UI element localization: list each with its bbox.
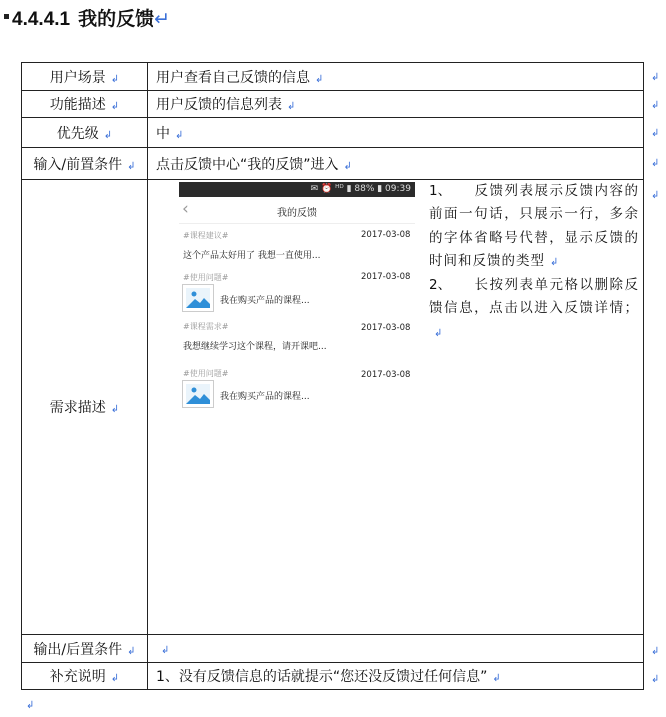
label-cell	[22, 180, 148, 635]
description-item-2	[429, 274, 639, 345]
value-cell	[148, 63, 644, 91]
value-cell	[148, 91, 644, 118]
feedback-item[interactable]	[179, 320, 415, 364]
screen-title: 我的反馈	[277, 208, 317, 219]
label-text: 输出/后置条件	[33, 641, 123, 658]
value-cell	[148, 663, 644, 690]
label-text: 输入/前置条件	[33, 156, 123, 173]
row-requirement	[22, 180, 644, 635]
para-mark: ↲	[110, 404, 120, 415]
para-mark: ↲	[550, 256, 560, 268]
row-scene	[22, 63, 644, 91]
item-number: 2、	[429, 277, 452, 294]
label-cell	[22, 148, 148, 180]
feedback-text: 我在购买产品的课程...	[220, 296, 310, 306]
return-mark: ↵	[154, 8, 171, 30]
label-text: 需求描述	[49, 400, 106, 416]
feedback-text: 我在购买产品的课程...	[220, 392, 310, 402]
feedback-tag: #使用问题#	[183, 369, 229, 378]
row-end-mark: ↲	[651, 646, 660, 657]
label-text: 功能描述	[49, 97, 106, 113]
value-cell	[148, 148, 644, 180]
para-mark: ↲	[175, 129, 184, 141]
requirement-cell	[148, 180, 644, 635]
label-cell	[22, 663, 148, 690]
row-priority	[22, 118, 644, 148]
row-supplement	[22, 663, 644, 690]
phone-screenshot	[179, 182, 415, 422]
row-end-mark: ↲	[651, 128, 660, 139]
feedback-text: 我想继续学习这个课程，请开课吧...	[183, 342, 327, 352]
feedback-item[interactable]	[179, 364, 415, 412]
value-text: 用户反馈的信息列表	[156, 97, 282, 113]
feedback-date: 2017-03-08	[361, 370, 411, 380]
row-end-mark: ↲	[651, 190, 660, 201]
label-cell	[22, 635, 148, 663]
para-mark: ↲	[492, 673, 501, 684]
status-bar: ✉ ⏰ ᴴᴰ ▮ 88% ▮ 09:39	[179, 182, 415, 197]
feedback-tag: #使用问题#	[183, 273, 229, 282]
para-mark: ↲	[343, 160, 352, 172]
heading-bullet	[4, 14, 9, 19]
title-bar	[179, 197, 415, 224]
feedback-tag: #课程建议#	[183, 231, 229, 240]
para-mark: ↲	[434, 327, 444, 339]
section-number: 4.4.4.1	[12, 9, 71, 30]
row-end-mark: ↲	[651, 158, 660, 169]
label-cell	[22, 63, 148, 91]
requirement-description	[429, 180, 639, 345]
row-end-mark: ↲	[651, 72, 660, 83]
feedback-item[interactable]	[179, 272, 415, 320]
para-mark: ↲	[287, 101, 296, 112]
feedback-date: 2017-03-08	[361, 230, 411, 240]
para-mark: ↲	[110, 73, 120, 85]
label-text: 用户场景	[49, 69, 106, 86]
feedback-date: 2017-03-08	[361, 272, 411, 282]
para-mark: ↲	[103, 129, 113, 141]
image-thumbnail-icon	[182, 380, 214, 408]
value-text: 1、没有反馈信息的话就提示“您还没反馈过任何信息”	[156, 669, 488, 685]
item-text: 反馈列表展示反馈内容的前面一句话，只展示一行，多余的字体省略号代替，显示反馈的时间和反馈的类型	[429, 183, 639, 269]
row-end-mark: ↲	[651, 674, 660, 685]
description-item-1	[429, 180, 639, 274]
feedback-text: 这个产品太好用了 我想一直使用...	[183, 251, 321, 261]
value-text: 用户查看自己反馈的信息	[156, 69, 310, 86]
spec-table	[21, 62, 644, 690]
value-text: 点击反馈中心“我的反馈”进入	[156, 156, 339, 173]
back-icon[interactable]: ‹	[182, 199, 189, 219]
para-mark: ↲	[315, 73, 324, 85]
row-precondition	[22, 148, 644, 180]
paragraph-mark: ↲	[26, 700, 35, 711]
value-cell	[148, 635, 644, 663]
label-text: 优先级	[56, 125, 99, 142]
value-text: 中	[156, 125, 170, 142]
value-cell	[148, 118, 644, 148]
label-cell	[22, 91, 148, 118]
para-mark: ↲	[161, 644, 170, 656]
para-mark: ↲	[127, 645, 136, 657]
feedback-date: 2017-03-08	[361, 323, 411, 333]
row-end-mark: ↲	[651, 100, 660, 111]
section-title: 我的反馈	[78, 8, 155, 30]
row-function	[22, 91, 644, 118]
para-mark: ↲	[110, 673, 120, 684]
feedback-tag: #课程需求#	[183, 322, 229, 331]
label-cell	[22, 118, 148, 148]
para-mark: ↲	[110, 101, 120, 112]
label-text: 补充说明	[49, 669, 106, 685]
row-postcondition	[22, 635, 644, 663]
feedback-item[interactable]	[179, 224, 415, 272]
section-heading	[4, 4, 170, 31]
para-mark: ↲	[127, 160, 136, 172]
item-number: 1、	[429, 183, 452, 199]
item-text: 长按列表单元格以删除反馈信息，点击以进入反馈详情；	[429, 277, 639, 317]
image-thumbnail-icon	[182, 284, 214, 312]
